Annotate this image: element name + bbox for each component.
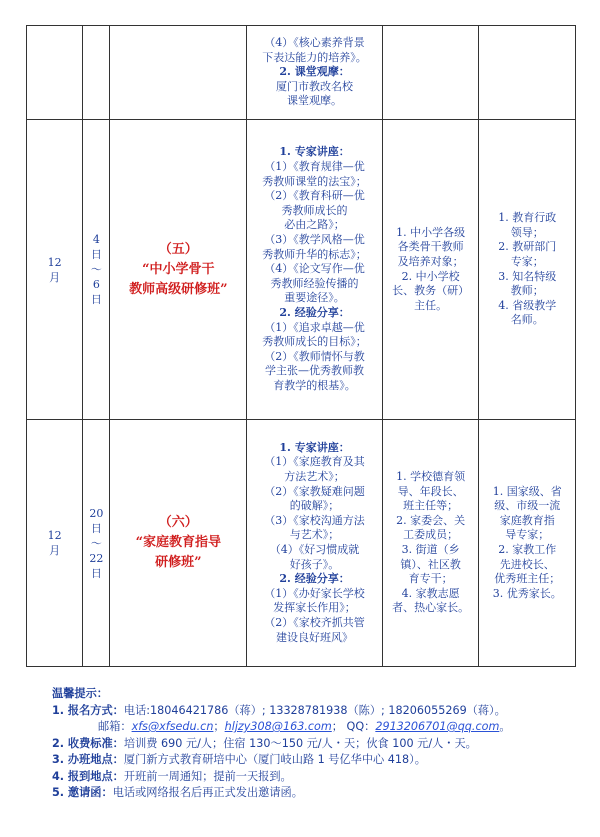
content-line: （4）《核心素养背景 [264, 36, 365, 50]
content-line: （1）《办好家长学校 [264, 586, 365, 600]
month-cell [27, 420, 83, 667]
month-cell-empty [27, 26, 83, 120]
class-title-line: “中小学骨干 [142, 261, 215, 277]
lecturers-line: 级、市级一流 [494, 499, 561, 513]
lecturers-line: 导专家； [505, 528, 550, 542]
content-line: （2）《教育科研—优 [264, 189, 365, 203]
notes-heading: 温馨提示： [52, 687, 108, 700]
class-title-line: 教师高级研修班” [129, 281, 228, 297]
table-row-class-6 [27, 420, 576, 667]
target-line: 4. 家教志愿 [401, 586, 460, 600]
class-name-cell [110, 420, 247, 667]
table-row-continued [27, 26, 576, 120]
content-line: 与艺术》； [289, 528, 340, 542]
content-line: 秀教师成长的目标》； [262, 335, 367, 349]
content-line: （2）《家教疑难问题 [264, 484, 365, 498]
date-start: 4 [92, 233, 100, 246]
note-phone-text: 电话:18046421786（蒋）; 13328781938（陈）; 18206055269（蒋）。 [123, 703, 506, 717]
content-line: （4）《论文写作—优 [264, 262, 365, 276]
date-cell-empty [83, 26, 110, 120]
month-number: 12 [47, 529, 62, 542]
date-unit: 日 [90, 293, 102, 306]
content-line: 秀教师课堂的法宝》； [262, 174, 367, 188]
note-fees [52, 736, 582, 753]
target-line: 2. 家委会、关 [396, 513, 466, 527]
content-line: 育教学的根基》。 [273, 378, 356, 392]
target-line: 导、年段长、 [397, 484, 464, 498]
lecturers-line: 1. 教育行政 [498, 211, 557, 225]
content-cell [247, 120, 383, 420]
email-link-xfs[interactable]: xfs@xfsedu.cn [131, 720, 214, 733]
content-line: （1）《教育规律—优 [264, 160, 365, 174]
date-unit: 日 [90, 521, 102, 535]
content-line: 重要途径》。 [284, 291, 345, 305]
class-title-line: “家庭教育指导 [135, 535, 222, 550]
email-link-qq[interactable]: 2913206701@qq.com [375, 720, 500, 733]
note-text: 电话或网络报名后再正式发出邀请函。 [112, 786, 303, 799]
target-line: 3. 街道（乡 [401, 543, 460, 556]
target-line: 1. 学校德育领 [396, 470, 466, 484]
target-line: 1. 中小学各级 [396, 225, 466, 239]
target-line: 各类骨干教师 [397, 240, 464, 254]
content-section-title: 2. 经验分享： [279, 572, 350, 586]
content-section-title: 1. 专家讲座： [279, 440, 350, 454]
schedule-table [26, 25, 576, 667]
content-line: （2）《教师情怀与教 [264, 349, 365, 363]
target-line: 育专干； [408, 572, 453, 586]
content-line: 发挥家长作用》； [273, 601, 356, 615]
email-link-163[interactable]: hljzy308@163.com [224, 720, 332, 733]
table-row-class-5 [27, 120, 576, 420]
target-line: 工委成员； [403, 528, 459, 542]
date-cell [83, 420, 110, 667]
content-line: （2）《家校齐抓共管 [264, 615, 365, 629]
content-line: （3）《教学风格—优 [264, 233, 365, 247]
email-separator-qq: ； QQ： [331, 720, 376, 733]
lecturers-line: 4. 省级教学 [498, 298, 557, 312]
note-label: 4. 报到地点： [52, 769, 124, 783]
date-end: 6 [92, 278, 100, 291]
content-line: 秀教师经验传播的 [270, 276, 359, 290]
note-label: 2. 收费标准： [52, 736, 124, 750]
content-line: 好孩子》。 [289, 557, 340, 571]
date-cell [83, 120, 110, 420]
email-end: 。 [499, 720, 511, 733]
lecturers-line: 专家； [510, 254, 544, 268]
lecturers-line: 1. 国家级、省 [492, 484, 562, 498]
date-range-sep: ～ [90, 263, 102, 276]
note-text: 培训费 690 元/人；住宿 130～150 元/人・天；伙食 100 元/人・天。 [123, 736, 477, 750]
content-line: （1）《追求卓越—优 [264, 320, 365, 334]
date-unit: 日 [90, 566, 102, 580]
content-cell [247, 420, 383, 667]
note-label: 5. 邀请函： [52, 786, 113, 799]
target-line: 者、热心家长。 [392, 601, 470, 615]
content-line: 下表达能力的培养》。 [262, 50, 367, 64]
month-number: 12 [47, 255, 62, 269]
target-line: 班主任等； [403, 499, 459, 513]
target-line: 及培养对象； [397, 254, 464, 268]
email-label: 邮箱： [98, 720, 132, 733]
note-text: 开班前一周通知；提前一天报到。 [123, 769, 292, 783]
class-number: （五） [158, 241, 198, 257]
content-section-title: 2. 课堂观摩： [279, 65, 350, 79]
content-section-title: 1. 专家讲座： [279, 145, 350, 159]
note-label: 1. 报名方式： [52, 703, 124, 717]
content-line: 课堂观摩。 [287, 94, 343, 108]
date-start: 20 [89, 506, 104, 520]
month-cell [27, 120, 83, 420]
content-line: 必由之路》； [284, 218, 345, 232]
target-cell-empty [382, 26, 479, 120]
note-checkin [52, 769, 582, 786]
lecturers-line: 领导； [510, 225, 544, 239]
lecturers-line: 3. 知名特级 [498, 269, 557, 283]
content-line: 秀教师升华的标志》； [262, 247, 367, 261]
note-invitation [52, 785, 582, 802]
note-venue [52, 752, 582, 769]
date-unit: 日 [90, 248, 102, 261]
note-registration [52, 703, 582, 720]
content-line: 秀教师成长的 [281, 203, 348, 217]
lecturer-cell-empty [479, 26, 576, 120]
class-name-cell [110, 120, 247, 420]
content-cell-continued [247, 26, 383, 120]
content-line: （3）《家校沟通方法 [264, 513, 365, 527]
note-label: 3. 办班地点： [52, 753, 124, 766]
month-unit: 月 [49, 544, 61, 557]
class-number: （六） [158, 515, 198, 530]
target-line: 2. 中小学校 [401, 269, 460, 283]
target-line: 主任。 [414, 298, 448, 312]
content-line: 厦门市教改名校 [276, 79, 354, 93]
content-line: 建设良好班风》 [276, 630, 354, 644]
content-line: 学主张—优秀教师教 [265, 364, 365, 378]
lecturers-line: 先进校长、 [499, 557, 555, 571]
date-end: 22 [89, 551, 104, 565]
lecturer-cell [479, 420, 576, 667]
lecturers-line: 家庭教育指 [499, 513, 555, 527]
target-cell [382, 420, 479, 667]
lecturer-cell [479, 120, 576, 420]
email-separator: ； [213, 720, 225, 733]
target-line: 镇）、社区教 [400, 557, 461, 571]
lecturers-line: 2. 教研部门 [498, 240, 557, 254]
content-section-title: 2. 经验分享： [279, 305, 350, 319]
note-email-line [52, 719, 582, 736]
lecturers-line: 教师； [510, 284, 544, 298]
class-cell-empty [110, 26, 247, 120]
lecturers-line: 3. 优秀家长。 [492, 586, 562, 600]
note-text: 厦门新方式教育研培中心（厦门岐山路 1 号亿华中心 418）。 [123, 753, 426, 766]
content-line: （1）《家庭教育及其 [264, 455, 365, 469]
lecturers-line: 名师。 [510, 313, 544, 327]
content-line: 的破解》； [289, 499, 340, 513]
month-unit: 月 [49, 270, 61, 284]
class-title-line: 研修班” [155, 555, 202, 570]
target-cell [382, 120, 479, 420]
reminder-notes [52, 686, 582, 802]
content-line: （4）《好习惯成就 [269, 543, 360, 556]
content-line: 方法艺术》； [284, 470, 345, 484]
target-line: 长、教务（研） [392, 284, 470, 298]
lecturers-line: 2. 家教工作 [498, 543, 557, 556]
date-range-sep: ～ [90, 536, 102, 550]
lecturers-line: 优秀班主任； [494, 572, 561, 586]
